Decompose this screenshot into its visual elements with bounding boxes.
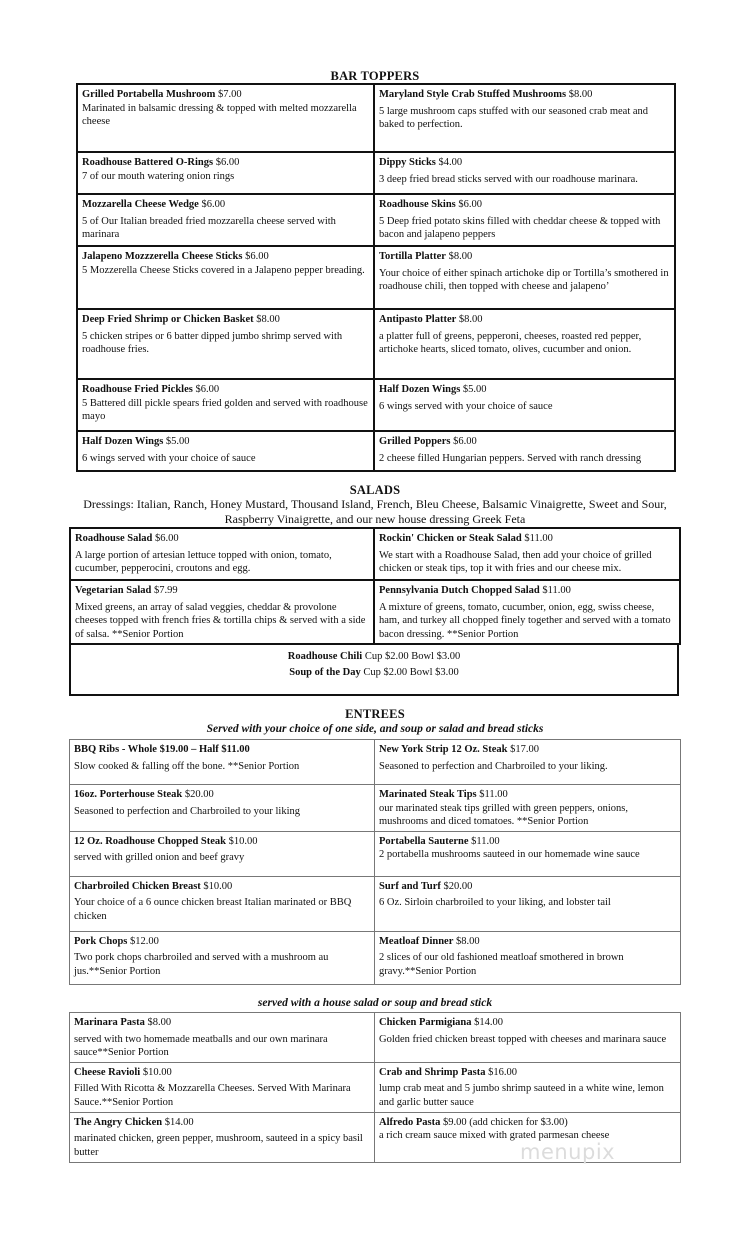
menu-item: Pennsylvania Dutch Chopped Salad $11.00 A mixture of greens, tomato, cucumber, onion, egg, swiss cheese, ham, and turkey all chopped finely together and served with a tomato bacon dressing. **Senior Portion (374, 580, 680, 644)
menu-item: Roadhouse Battered O-Rings $6.00 7 of our mouth watering onion rings (77, 152, 374, 194)
menu-item: Dippy Sticks $4.00 3 deep fried bread sticks served with our roadhouse marinara. (374, 152, 675, 194)
salads-table (69, 527, 681, 645)
menu-item: Portabella Sauterne $11.00 2 portabella mushrooms sauteed in our homemade wine sauce (375, 831, 681, 876)
menu-item: Charbroiled Chicken Breast $10.00 Your choice of a 6 ounce chicken breast Italian marinated or BBQ chicken (70, 876, 375, 931)
menu-item: Roadhouse Fried Pickles $6.00 5 Battered dill pickle spears fried golden and served with roadhouse mayo (77, 379, 374, 431)
menu-item: Alfredo Pasta $9.00 (add chicken for $3.00) a rich cream sauce mixed with grated parmesan cheese (375, 1112, 681, 1162)
menu-item: Roadhouse Skins $6.00 5 Deep fried potato skins filled with cheddar cheese & topped with bacon and jalapeno peppers (374, 194, 675, 246)
menu-item: Surf and Turf $20.00 6 Oz. Sirloin charbroiled to your liking, and lobster tail (375, 876, 681, 931)
menu-item: New York Strip 12 Oz. Steak $17.00 Seasoned to perfection and Charbroiled to your liking. (375, 740, 681, 785)
menu-item: Tortilla Platter $8.00 Your choice of either spinach artichoke dip or Tortilla’s smothered in roadhouse chili, then topped with cheese and jalapeno’ (374, 246, 675, 309)
menu-item: Jalapeno Mozzzerella Cheese Sticks $6.00 5 Mozzerella Cheese Sticks covered in a Jalapeno pepper breading. (77, 246, 374, 309)
menu-item: Maryland Style Crab Stuffed Mushrooms $8.00 5 large mushroom caps stuffed with our seasoned crab meat and baked to perfection. (374, 84, 675, 152)
menu-item: Marinara Pasta $8.00 served with two homemade meatballs and our own marinara sauce**Senior Portion (70, 1013, 375, 1063)
menu-item: Marinated Steak Tips $11.00 our marinated steak tips grilled with green peppers, onions, mushrooms and diced tomatoes. **Senior Portion (375, 785, 681, 832)
entrees-title: ENTREES (345, 707, 405, 721)
menu-item: 12 Oz. Roadhouse Chopped Steak $10.00 served with grilled onion and beef gravy (70, 831, 375, 876)
menu-item: Grilled Portabella Mushroom $7.00 Marinated in balsamic dressing & topped with melted mozzarella cheese (77, 84, 374, 152)
soup-item: Soup of the Day Cup $2.00 Bowl $3.00 (289, 667, 459, 678)
pasta-subtitle: served with a house salad or soup and bread stick (257, 997, 493, 1009)
menu-item: The Angry Chicken $14.00 marinated chicken, green pepper, mushroom, sauteed in a spicy basil butter (70, 1112, 375, 1162)
entrees-table (69, 739, 681, 985)
menu-item: BBQ Ribs - Whole $19.00 – Half $11.00 Slow cooked & falling off the bone. **Senior Portion (70, 740, 375, 785)
menupix-watermark: menupix (520, 1140, 616, 1164)
menu-item: Half Dozen Wings $5.00 6 wings served with your choice of sauce (77, 431, 374, 471)
menu-item: Cheese Ravioli $10.00 Filled With Ricotta & Mozzarella Cheeses. Served With Marinara Sauce.**Senior Portion (70, 1062, 375, 1112)
soup-item: Roadhouse Chili Cup $2.00 Bowl $3.00 (287, 651, 461, 662)
menu-item: Pork Chops $12.00 Two pork chops charbroiled and served with a mushroom au jus.**Senior Portion (70, 931, 375, 984)
menu-item: Mozzarella Cheese Wedge $6.00 5 of Our Italian breaded fried mozzarella cheese served with marinara (77, 194, 374, 246)
menu-item: 16oz. Porterhouse Steak $20.00 Seasoned to perfection and Charbroiled to your liking (70, 785, 375, 832)
menu-item: Grilled Poppers $6.00 2 cheese filled Hungarian peppers. Served with ranch dressing (374, 431, 675, 471)
menu-item: Roadhouse Salad $6.00 A large portion of artesian lettuce topped with onion, tomato, cucumber, pepperocini, croutons and egg. (70, 528, 374, 580)
menu-item: Meatloaf Dinner $8.00 2 slices of our old fashioned meatloaf smothered in brown gravy.**Senior Portion (375, 931, 681, 984)
menu-item: Antipasto Platter $8.00 a platter full of greens, pepperoni, cheeses, roasted red pepper, artichoke hearts, sliced tomato, olives, cucumber and onion. (374, 309, 675, 379)
menu-item: Rockin' Chicken or Steak Salad $11.00 We start with a Roadhouse Salad, then add your choice of grilled chicken or steak tips, top it with fries and our cheese mix. (374, 528, 680, 580)
menu-item: Crab and Shrimp Pasta $16.00 lump crab meat and 5 jumbo shrimp sauteed in a white wine, lemon and garlic butter sauce (375, 1062, 681, 1112)
bar-toppers-title: BAR TOPPERS (330, 69, 420, 83)
menu-item: Deep Fried Shrimp or Chicken Basket $8.00 5 chicken stripes or 6 batter dipped jumbo shrimp served with roadhouse fries. (77, 309, 374, 379)
salad-dressings-note: Dressings: Italian, Ranch, Honey Mustard, Thousand Island, French, Bleu Cheese, Balsamic Vinaigrette, Sweet and Sour, Raspberry Vinaigrette, and our new house dressing Greek Feta (83, 497, 667, 526)
entrees-subtitle: Served with your choice of one side, and soup or salad and bread sticks (206, 723, 544, 735)
menu-item: Vegetarian Salad $7.99 Mixed greens, an array of salad veggies, cheddar & provolone cheeses topped with french fries & tortilla chips & served with a side of salsa. **Senior Portion (70, 580, 374, 644)
menu-item: Chicken Parmigiana $14.00 Golden fried chicken breast topped with cheeses and marinara sauce (375, 1013, 681, 1063)
bar-toppers-table (76, 83, 676, 472)
salads-title: SALADS (349, 483, 401, 497)
menu-item: Half Dozen Wings $5.00 6 wings served with your choice of sauce (374, 379, 675, 431)
soups-box (69, 645, 679, 696)
